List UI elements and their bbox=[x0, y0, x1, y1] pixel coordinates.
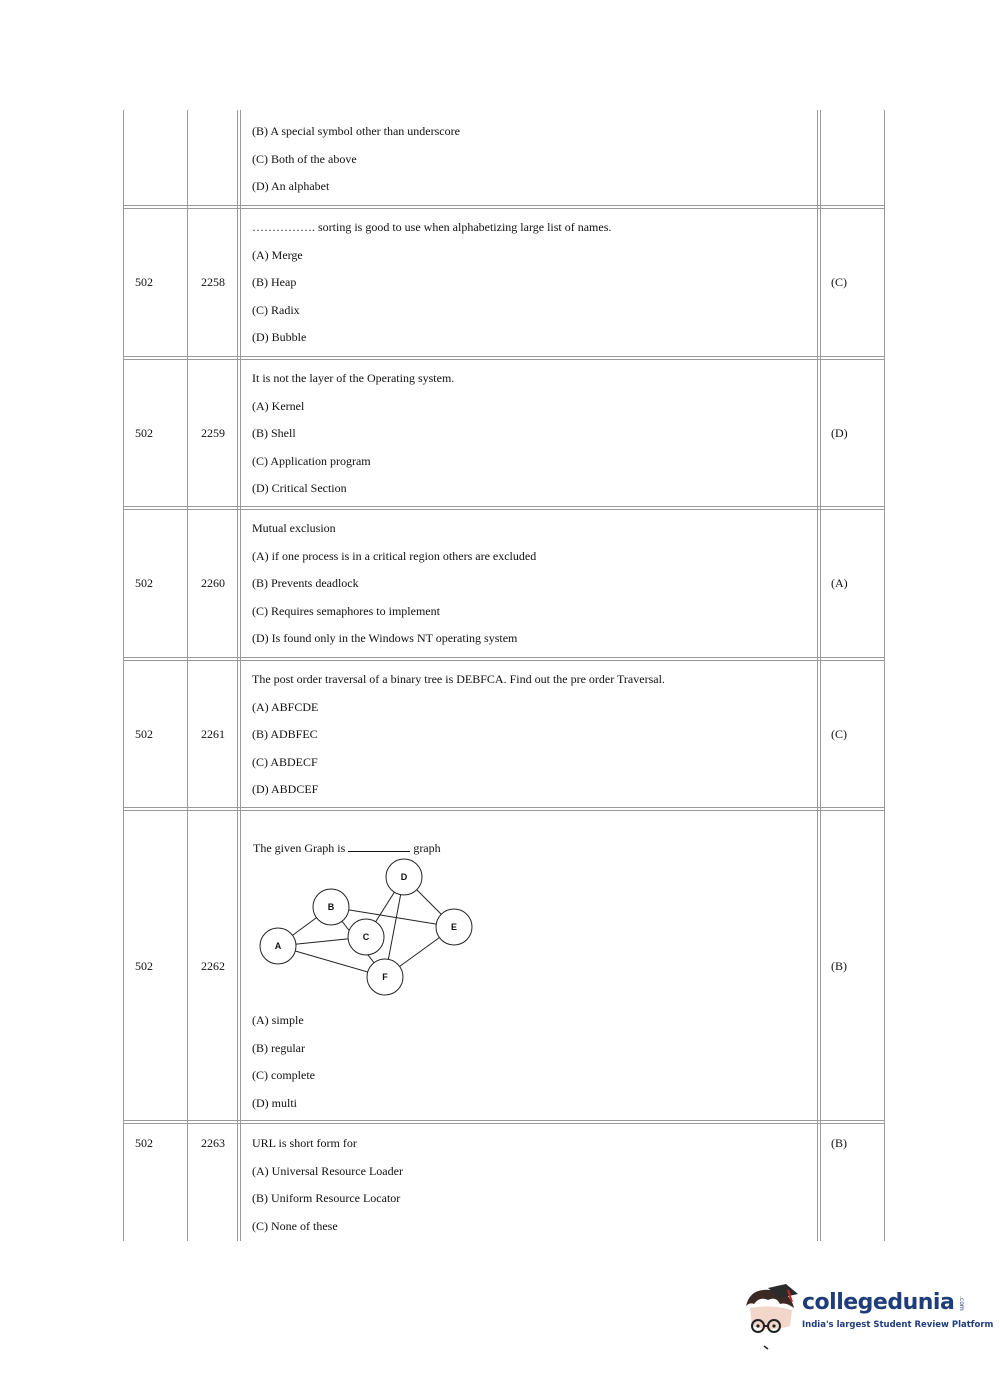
option-line: (C) complete bbox=[252, 1068, 315, 1083]
option-line: (B) Shell bbox=[252, 426, 296, 441]
question-text-block bbox=[252, 521, 812, 659]
question-stem: It is not the layer of the Operating system. bbox=[252, 371, 455, 385]
question-row bbox=[123, 208, 885, 356]
logo-wordmark: collegedunia bbox=[802, 1290, 955, 1315]
node-label: C bbox=[362, 932, 370, 942]
answer-key: (D) bbox=[831, 426, 848, 440]
collegedunia-logo[interactable] bbox=[740, 1282, 994, 1352]
node-label: F bbox=[382, 972, 388, 982]
subject-code: 502 bbox=[135, 959, 153, 973]
question-stem: Mutual exclusion bbox=[252, 521, 336, 535]
answer-key: (A) bbox=[831, 576, 848, 590]
question-text-block bbox=[252, 371, 812, 509]
option-line: (A) simple bbox=[252, 1013, 304, 1027]
option-block bbox=[252, 1013, 812, 1123]
option-line: (C) Both of the above bbox=[252, 151, 357, 166]
question-stem: ……………. sorting is good to use when alphabetizing large list of names. bbox=[252, 220, 612, 234]
question-stem: URL is short form for bbox=[252, 1136, 357, 1150]
question-number: 2259 bbox=[201, 426, 225, 440]
node-label: B bbox=[327, 902, 335, 912]
question-row bbox=[123, 660, 885, 807]
node-label: A bbox=[274, 941, 282, 951]
node-label: D bbox=[400, 872, 408, 882]
question-row bbox=[123, 359, 885, 506]
option-line: (B) A special symbol other than underscore bbox=[252, 124, 460, 138]
option-line: (A) ABFCDE bbox=[252, 699, 319, 714]
answer-key: (B) bbox=[831, 1136, 847, 1150]
answer-key: (C) bbox=[831, 727, 847, 741]
question-number: 2258 bbox=[201, 275, 225, 289]
question-stem-suffix: graph bbox=[413, 841, 441, 855]
option-line: (D) multi bbox=[252, 1095, 297, 1110]
question-text-block bbox=[252, 1136, 812, 1246]
question-stem-prefix: The given Graph is bbox=[253, 841, 346, 855]
option-line: (B) Prevents deadlock bbox=[252, 576, 359, 591]
answer-key: (B) bbox=[831, 959, 847, 973]
option-line: (B) Heap bbox=[252, 275, 297, 290]
question-text-block bbox=[252, 672, 812, 810]
option-line: (B) ADBFEC bbox=[252, 727, 318, 742]
question-text-block bbox=[252, 220, 812, 358]
graph-diagram bbox=[251, 854, 481, 1000]
option-line: (A) Kernel bbox=[252, 398, 305, 413]
subject-code: 502 bbox=[135, 1136, 153, 1150]
option-line: (D) Is found only in the Windows NT operating system bbox=[252, 631, 518, 646]
question-text-block bbox=[252, 124, 812, 207]
subject-code: 502 bbox=[135, 727, 153, 741]
question-number: 2261 bbox=[201, 727, 225, 741]
option-line: (D) Critical Section bbox=[252, 481, 347, 496]
subject-code: 502 bbox=[135, 275, 153, 289]
continued-question-row bbox=[123, 110, 885, 205]
option-line: (C) Requires semaphores to implement bbox=[252, 603, 440, 618]
node-label: E bbox=[450, 922, 458, 932]
option-line: (A) Merge bbox=[252, 247, 303, 262]
question-row-graph bbox=[123, 810, 885, 1120]
question-number: 2260 bbox=[201, 576, 225, 590]
subject-code: 502 bbox=[135, 426, 153, 440]
option-line: (D) Bubble bbox=[252, 330, 307, 345]
option-line: (C) None of these bbox=[252, 1218, 338, 1233]
option-line: (A) Universal Resource Loader bbox=[252, 1163, 403, 1178]
option-line: (C) Radix bbox=[252, 302, 300, 317]
blank-line bbox=[348, 841, 410, 852]
question-row bbox=[123, 509, 885, 657]
question-number: 2263 bbox=[201, 1136, 225, 1150]
option-line: (A) if one process is in a critical region others are excluded bbox=[252, 548, 537, 563]
mascot-icon bbox=[740, 1282, 802, 1352]
option-line: (D) An alphabet bbox=[252, 179, 330, 194]
subject-code: 502 bbox=[135, 576, 153, 590]
question-number: 2262 bbox=[201, 959, 225, 973]
option-line: (B) Uniform Resource Locator bbox=[252, 1191, 401, 1206]
question-row bbox=[123, 1123, 885, 1241]
option-line: (C) ABDECF bbox=[252, 754, 318, 769]
option-line: (B) regular bbox=[252, 1040, 305, 1055]
answer-key: (C) bbox=[831, 275, 847, 289]
logo-suffix: .com bbox=[958, 1296, 965, 1311]
logo-tagline: India's largest Student Review Platform bbox=[802, 1320, 994, 1330]
question-stem: The post order traversal of a binary tree is DEBFCA. Find out the pre order Traversal. bbox=[252, 672, 665, 686]
option-line: (D) ABDCEF bbox=[252, 782, 319, 797]
edge-b-e bbox=[331, 907, 454, 927]
option-line: (C) Application program bbox=[252, 453, 371, 468]
